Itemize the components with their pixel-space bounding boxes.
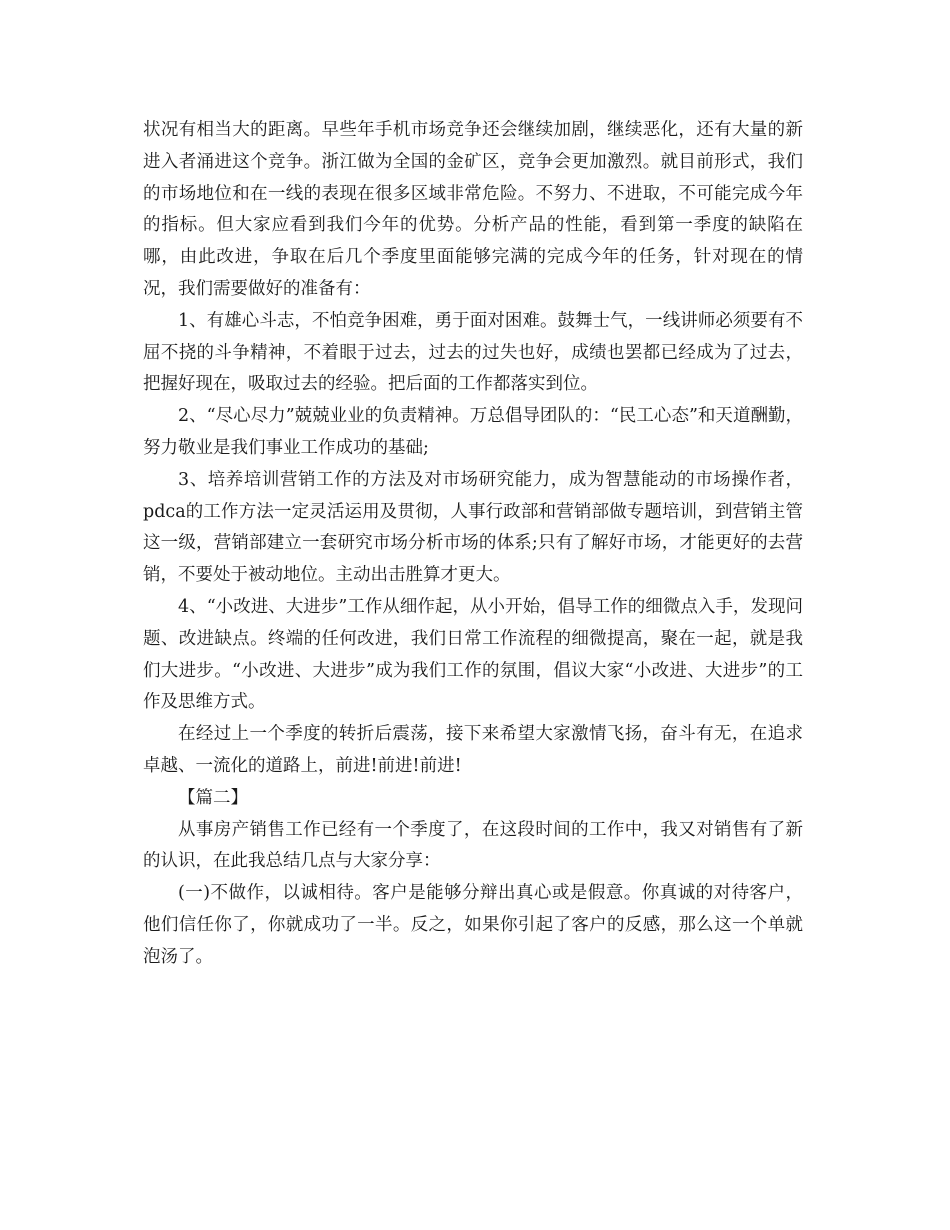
paragraph: 在经过上一个季度的转折后震荡，接下来希望大家激情飞扬，奋斗有无，在追求卓越、一流化的道路上，前进!前进!前进!	[143, 724, 803, 776]
paragraph: 1、有雄心斗志，不怕竞争困难，勇于面对困难。鼓舞士气，一线讲师必须要有不屈不挠的斗争精神，不着眼于过去，过去的过失也好，成绩也罢都已经成为了过去，把握好现在，吸取过去的经验。把后面的工作都落实到位。	[143, 310, 803, 395]
paragraph: 状况有相当大的距离。早些年手机市场竞争还会继续加剧，继续恶化，还有大量的新进入者涌进这个竞争。浙江做为全国的金矿区，竞争会更加激烈。就目前形式，我们的市场地位和在一线的表现在很多区域非常危险。不努力、不进取，不可能完成今年的指标。但大家应看到我们今年的优势。分析产品的性能，看到第一季度的缺陷在哪，由此改进，争取在后几个季度里面能够完满的完成今年的任务，针对现在的情况，我们需要做好的准备有：	[143, 120, 803, 299]
section-heading: 【篇二】	[178, 787, 248, 808]
paragraph: (一)不做作，以诚相待。客户是能够分辩出真心或是假意。你真诚的对待客户，他们信任你了，你就成功了一半。反之，如果你引起了客户的反感，那么这一个单就泡汤了。	[143, 883, 803, 967]
paragraph: 2、“尽心尽力”兢兢业业的负责精神。万总倡导团队的：“民工心态”和天道酬勤，努力敬业是我们事业工作成功的基础;	[143, 406, 803, 458]
paragraph: 3、培养培训营销工作的方法及对市场研究能力，成为智慧能动的市场操作者，pdca的工作方法一定灵活运用及贯彻，人事行政部和营销部做专题培训，到营销主管这一级，营销部建立一套研究市场分析市场的体系;只有了解好市场，才能更好的去营销，不要处于被动地位。主动出击胜算才更大。	[143, 469, 803, 586]
paragraph: 从事房产销售工作已经有一个季度了，在这段时间的工作中，我又对销售有了新的认识，在此我总结几点与大家分享：	[143, 819, 803, 872]
paragraph: 4、“小改进、大进步”工作从细作起，从小开始，倡导工作的细微点入手，发现问题、改进缺点。终端的任何改进，我们日常工作流程的细微提高，聚在一起，就是我们大进步。“小改进、大进步”成为我们工作的氛围，倡议大家“小改进、大进步”的工作及思维方式。	[143, 596, 803, 713]
document-body	[143, 115, 803, 974]
